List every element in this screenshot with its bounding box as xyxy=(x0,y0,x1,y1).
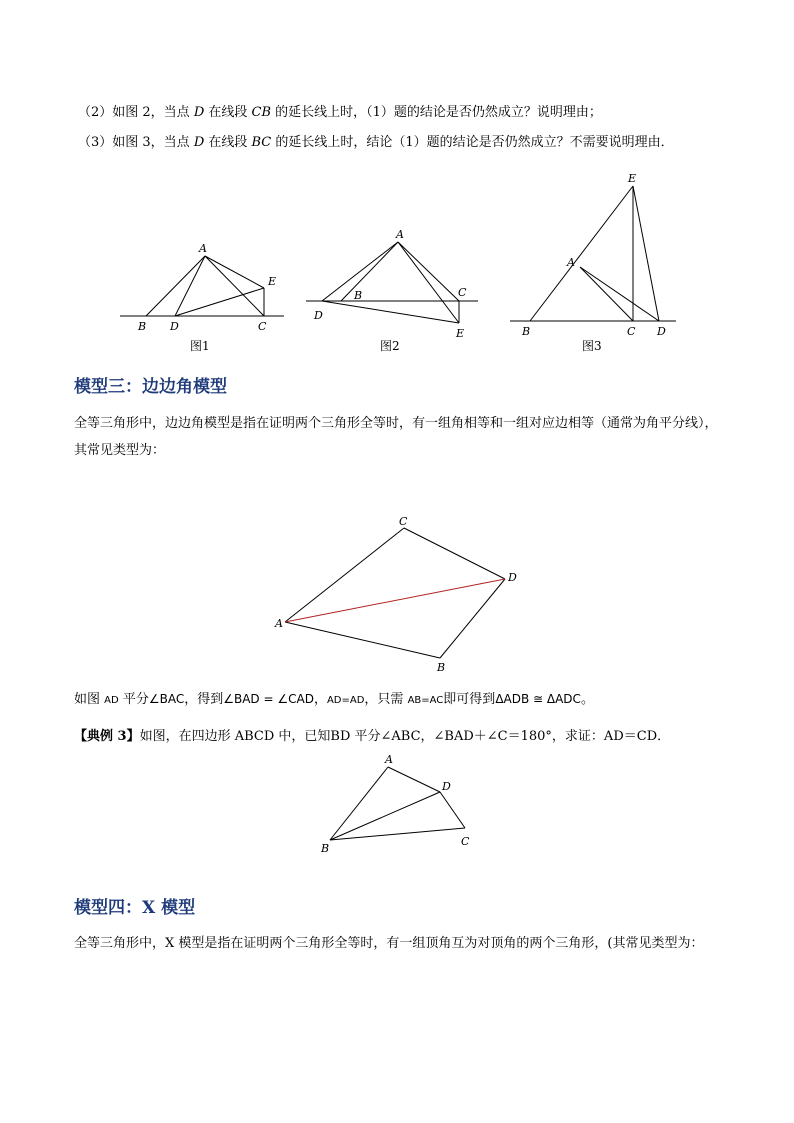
model3-heading xyxy=(74,376,227,398)
fig3-segment-EB xyxy=(530,186,633,321)
q2-part: （2）如图 2，当点 xyxy=(78,105,194,120)
ex3-segment-CB xyxy=(330,828,465,840)
question-3 xyxy=(78,134,674,152)
fig2-segment-AD xyxy=(322,242,398,301)
model3-note xyxy=(74,690,594,710)
note-part: 即可得到 xyxy=(443,692,496,707)
model3-segment-CD xyxy=(404,528,505,579)
model3-label-C: C xyxy=(399,515,408,528)
fig3-caption: 图3 xyxy=(582,339,602,353)
fig1-segment-AB xyxy=(146,256,205,316)
note-part: AD xyxy=(104,695,119,706)
model3-heading-title: 模型三 xyxy=(74,377,125,397)
fig2-label-D: D xyxy=(314,309,323,322)
q3-segment: BC xyxy=(251,135,272,150)
fig2-label-E: E xyxy=(456,327,465,340)
ex3-segment-BD xyxy=(330,792,440,840)
fig1-label-B: B xyxy=(138,320,147,333)
q3-part: 的延长线上时，结论（1）题的结论是否仍然成立？不需要说明理由． xyxy=(271,135,674,150)
fig1-caption: 图1 xyxy=(190,339,210,353)
example3-tag: 【典例 3】 xyxy=(74,729,140,744)
fig2-label-B: B xyxy=(354,289,363,302)
fig3-label-E: E xyxy=(628,172,637,185)
model3-segment-DB xyxy=(440,579,505,658)
model3-heading-subtitle: ：边边角模型 xyxy=(125,377,227,397)
model4-heading-title: 模型四 xyxy=(74,898,125,918)
fig1-segment-DE xyxy=(175,288,264,316)
note-part: 如图 xyxy=(74,692,105,707)
figure-3 xyxy=(510,186,676,321)
q3-part: （3）如图 3，当点 xyxy=(78,135,194,150)
fig1-label-D: D xyxy=(170,320,179,333)
q2-segment: CB xyxy=(251,105,272,120)
note-part: ΔADB ≅ ΔADC xyxy=(495,692,581,706)
fig3-label-A: A xyxy=(567,256,575,269)
q2-point: D xyxy=(193,105,205,120)
ex3-segment-AD xyxy=(388,767,440,792)
model4-heading-x: X xyxy=(142,898,156,918)
fig1-label-C: C xyxy=(258,320,267,333)
model3-segment-AC xyxy=(285,528,404,622)
note-part: ，只需 xyxy=(364,692,408,707)
model4-heading xyxy=(74,897,195,919)
example3-text: 如图，在四边形 ABCD 中，已知BD 平分∠ABC，∠BAD＋∠C＝180°，求证：AD＝CD． xyxy=(139,729,671,744)
fig2-label-A: A xyxy=(396,228,404,241)
model3-label-D: D xyxy=(508,571,517,584)
model3-segment-BA xyxy=(285,622,440,658)
q2-part: 在线段 xyxy=(204,105,252,120)
note-part: 。 xyxy=(580,692,594,707)
note-part: ∠BAC xyxy=(148,692,185,706)
fig3-label-D: D xyxy=(657,325,666,338)
fig2-segment-AB xyxy=(341,242,398,301)
fig1-label-E: E xyxy=(268,275,277,288)
fig1-segment-AC xyxy=(205,256,264,316)
q2-part: 的延长线上时，（1）题的结论是否仍然成立？说明理由； xyxy=(271,105,602,120)
fig2-caption: 图2 xyxy=(380,339,400,353)
fig3-label-C: C xyxy=(627,325,636,338)
note-part: 平分 xyxy=(118,692,149,707)
fig2-segment-AE xyxy=(398,242,459,323)
note-part: AB=AC xyxy=(407,695,444,706)
figure-1 xyxy=(120,256,284,316)
ex3-segment-BA xyxy=(330,767,388,840)
note-part: ∠BAD = ∠CAD xyxy=(223,692,314,706)
note-part: ，得到 xyxy=(184,692,224,707)
q3-point: D xyxy=(193,135,205,150)
ex3-label-C: C xyxy=(461,835,470,848)
ex3-segment-DC xyxy=(440,792,465,828)
fig2-label-C: C xyxy=(458,286,467,299)
example3-statement xyxy=(74,728,670,746)
fig1-segment-AD xyxy=(175,256,205,316)
fig3-segment-AD xyxy=(580,267,659,321)
fig3-segment-ED xyxy=(633,186,659,321)
figure-2 xyxy=(306,242,478,323)
model3-figure xyxy=(285,528,505,658)
ex3-label-B: B xyxy=(321,842,330,855)
model4-heading-sep: ： xyxy=(125,898,142,918)
model3-label-A: A xyxy=(275,617,283,630)
note-part: AD=AD xyxy=(326,695,365,706)
model3-description: 全等三角形中，边边角模型是指在证明两个三角形全等时，有一组角相等和一组对应边相等（通常为角平分线），其常见类型为： xyxy=(74,416,718,458)
example3-figure xyxy=(330,767,465,840)
q3-part: 在线段 xyxy=(204,135,252,150)
fig3-label-B: B xyxy=(522,325,531,338)
fig2-segment-AC xyxy=(398,242,459,301)
fig1-label-A: A xyxy=(199,242,207,255)
fig3-segment-AC xyxy=(580,267,633,321)
ex3-label-A: A xyxy=(385,753,393,766)
fig1-segment-AE xyxy=(205,256,264,288)
note-part: ， xyxy=(313,692,327,707)
model4-heading-subtitle: 模型 xyxy=(155,898,196,918)
question-2 xyxy=(78,104,602,122)
fig2-segment-DE xyxy=(322,301,459,323)
model4-description: 全等三角形中，X 模型是指在证明两个三角形全等时，有一组顶角互为对顶角的两个三角形，(其常见类型为： xyxy=(74,936,704,951)
model3-segment-AD xyxy=(285,579,505,622)
ex3-label-D: D xyxy=(442,780,451,793)
model3-label-B: B xyxy=(437,661,446,674)
